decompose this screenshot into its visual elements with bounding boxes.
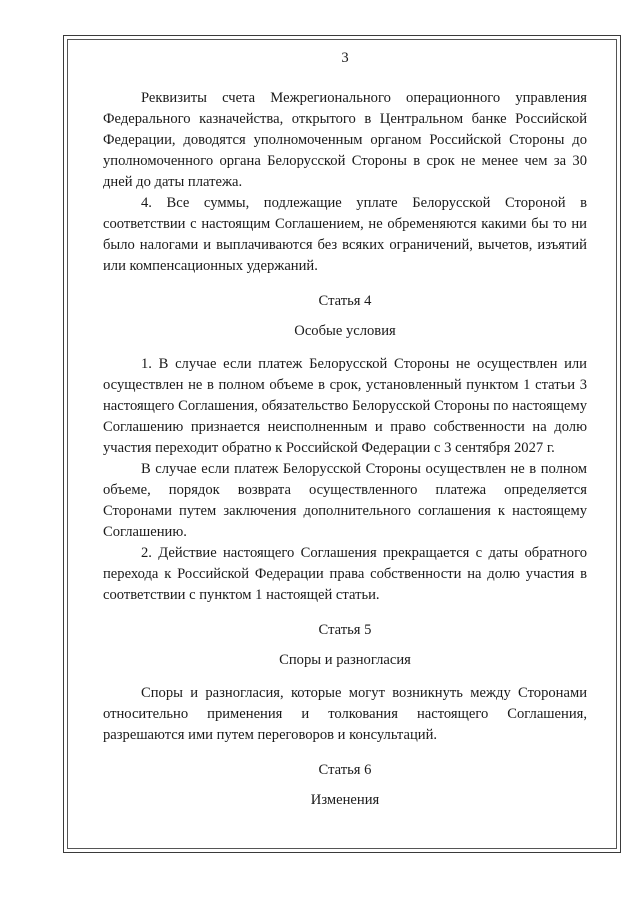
article-5-name: Споры и разногласия bbox=[279, 652, 411, 668]
paragraph-account-details: Реквизиты счета Межрегионального операционного управления Федерального казначейства, открытого в Центральном банке Российской Федерации, доводятся уполномоченным органом Российской Стороны до уполномоченного органа Белорусской Стороны в срок не менее чем за 30 дней до даты платежа. bbox=[103, 90, 587, 190]
article-6-title: Статья 6 bbox=[318, 762, 372, 778]
article-5-title: Статья 5 bbox=[318, 622, 372, 638]
article-4-name: Особые условия bbox=[294, 323, 396, 339]
paragraph-article4-item-2: 2. Действие настоящего Соглашения прекращается с даты обратного перехода к Российской Федерации права собственности на долю участия в соответствии с пунктом 1 настоящей статьи. bbox=[103, 545, 587, 603]
paragraph-article4-partial-payment: В случае если платеж Белорусской Стороны осуществлен не в полном объеме, порядок возврата осуществленного платежа определяется Сторонами путем заключения дополнительного соглашения к настоящему Соглашению. bbox=[103, 461, 587, 540]
paragraph-article4-item-1: 1. В случае если платеж Белорусской Стороны не осуществлен или осуществлен не в полном объеме в срок, установленный пунктом 1 статьи 3 настоящего Соглашения, обязательство Белорусской Стороны по настоящему Соглашению признается неисполненным и право собственности на долю участия переходит обратно к Российской Федерации с 3 сентября 2027 г. bbox=[103, 356, 587, 456]
paragraph-article5-disputes: Споры и разногласия, которые могут возникнуть между Сторонами относительно применения и толкования настоящего Соглашения, разрешаются ими путем переговоров и консультаций. bbox=[103, 685, 587, 743]
paragraph-item-4: 4. Все суммы, подлежащие уплате Белорусской Стороной в соответствии с настоящим Соглашением, не обременяются какими бы то ни было налогами и выплачиваются без всяких ограничений, вычетов, изъятий или компенсационных удержаний. bbox=[103, 195, 587, 274]
page-number: 3 bbox=[341, 50, 349, 66]
document-body bbox=[103, 48, 587, 811]
article-4-title: Статья 4 bbox=[318, 293, 372, 309]
article-6-name: Изменения bbox=[310, 792, 380, 808]
